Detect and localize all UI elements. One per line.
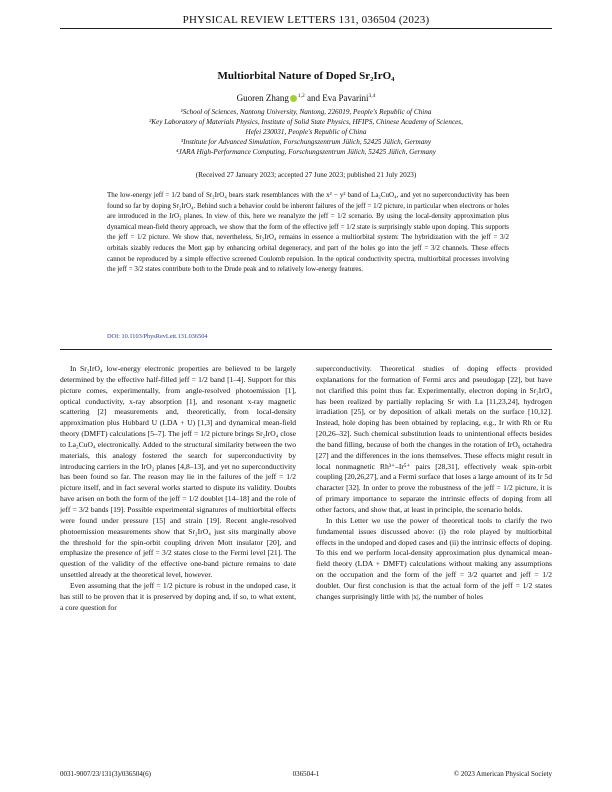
doi-link[interactable]: DOI: 10.1103/PhysRevLett.131.036504 [107,333,208,340]
author-line [60,93,552,103]
body-paragraph: Even assuming that the jeff = 1/2 picture is robust in the undoped case, it has still to be proven that it is preserved by doping and, if so, to what extent, a core question for [60,580,296,612]
affiliation: ³Institute for Advanced Simulation, Forschungszentrum Jülich, 52425 Jülich, Germany [180,138,432,146]
author-affiliation-marker: 3,4 [368,93,376,99]
abstract-rule [60,349,552,350]
footer-copyright: © 2023 American Physical Society [453,770,552,778]
body-column-left [60,364,296,613]
body-paragraph: In Sr₂IrO₄ low-energy electronic properties are believed to be largely determined by the effective half-filled jeff = 1/2 band [1–4]. Support for this picture comes, experimentally, from angle-resolved photoemission [1], optical conductivity, x-ray absorption [1], and resonant x-ray magnetic scattering [2] measurements and, theoretically, from local-density approximation plus Hubbard U (LDA + U) [1,3] and dynamical mean-field theory (DMFT) calculations [5–7]. The jeff = 1/2 picture brings Sr₂IrO₄ close to La₂CuO₄ electronically. Added to the structural similarity between the two materials, this analogy fostered the search for superconductivity by introducing carriers in the IrO₂ planes [4,8–13], and yet no superconductivity has been found so far. The reason may lie in the failures of the jeff = 1/2 picture itself, and in fact several works started to dispute its validity. Doubts have arisen on both the form of the jeff = 1/2 doublet [14–18] and the role of jeff = 3/2 bands [19]. Possible experimental signatures of multiorbital effects were found under pressure [15] and strain [19]. Recent angle-resolved photoemission measurements show that Sr₂IrO₄ just sits marginally above the threshold for the spin-orbit coupling driven Mott insulator [20], and emphasize the presence of jeff = 3/2 states close to the Fermi level [21]. The question of the validity of the effective one-band picture remains to date unsettled already at the theoretical level, however. [60,364,296,580]
body-column-right [316,364,552,603]
affiliation: ⁴JARA High-Performance Computing, Forschungszentrum Jülich, 52425 Jülich, Germany [176,148,436,156]
orcid-icon[interactable] [290,95,297,102]
header-rule [60,28,552,29]
author-name: Eva Pavarini [322,93,369,103]
received-dates: (Received 27 January 2023; accepted 27 June 2023; published 21 July 2023) [195,171,417,179]
author-name: Guoren Zhang [236,93,289,103]
body-paragraph: superconductivity. Theoretical studies of doping effects provided explanations for the formation of Fermi arcs and pseudogap [22], but have not clarified this point thus far. Experimentally, electron doping in Sr₂IrO₄ has been realized by partially replacing Sr with La [11,23,24], hydrogen irradiation [25], or by deposition of alkali metals on the surface [10,12]. Instead, hole doping has been obtained by replacing, e.g., Ir with Rh or Ru [20,26–32]. Such chemical substitution leads to unintentional effects besides the band filling, because of both the changes in the rotation of IrO₆ octahedra [27] and the differences in the ions themselves. These effects might result in local nonmagnetic Rh³⁺–Ir⁵⁺ pairs [28,31], effectively weak spin-orbit coupling [20,26,27], and a Fermi surface that loses a large amount of its Ir 5d character [32]. In order to prove the robustness of the jeff = 1/2 picture, it is of primary importance to separate the intrinsic effects of doping from all other factors, and show that, at least in principle, the scenario holds. [316,364,552,514]
abstract: The low-energy jeff = 1/2 band of Sr₂IrO₄ bears stark resemblances with the x² − y² band of La₂CuO₄, and yet no superconductivity has been found so far by doping Sr₂IrO₄. Behind such a behavior could be inherent failures of the jeff = 1/2 picture, in particular when electrons or holes are introduced in the IrO₂ planes. In view of this, here we reanalyze the jeff = 1/2 scenario. By using the local-density approximation plus dynamical mean-field theory approach, we show that the form of the effective jeff = 1/2 state is surprisingly stable upon doping. This supports the jeff = 1/2 picture. We show that, nevertheless, Sr₂IrO₄ remains in essence a multiorbital system: The hybridization with the jeff = 3/2 orbitals sizably reduces the Mott gap by enhancing orbital degeneracy, and part of the holes go into the jeff = 3/2 channels. These effects cannot be reproduced by a simple effective screened Coulomb repulsion. In the optical conductivity spectra, multiorbital processes involving the jeff = 3/2 states contribute both to the Drude peak and to relatively low-energy features. [107,191,509,274]
paper-title: Multiorbital Nature of Doped Sr₂IrO₄ [217,70,395,82]
footer-page-number: 036504-1 [292,770,320,778]
author-affiliation-marker: 1,2 [297,93,305,99]
footer-issn: 0031-9007/23/131(3)/036504(6) [60,770,151,778]
body-paragraph: In this Letter we use the power of theoretical tools to clarify the two fundamental issues discussed above: (i) the role played by multiorbital effects in the undoped and doped cases and (ii) the intrinsic effects of doping. To this end we perform local-density approximation plus dynamical mean-field theory (LDA + DMFT) calculations without making any assumptions on the occupation and the form of the jeff = 3/2 quartet and jeff = 1/2 doublet. Our first conclusion is that the actual form of the jeff = 1/2 states changes surprisingly little with |x|, the number of holes [316,515,552,601]
affiliation: ²Key Laboratory of Materials Physics, Institute of Solid State Physics, HFIPS, Chinese Academy of Sciences, [149,118,463,126]
affiliation: ¹School of Sciences, Nantong University, Nantong, 226019, People's Republic of China [180,108,432,116]
journal-header: PHYSICAL REVIEW LETTERS 131, 036504 (2023) [182,14,430,26]
affiliation: Hefei 230031, People's Republic of China [245,128,367,136]
author-conjunction: and [306,93,320,103]
